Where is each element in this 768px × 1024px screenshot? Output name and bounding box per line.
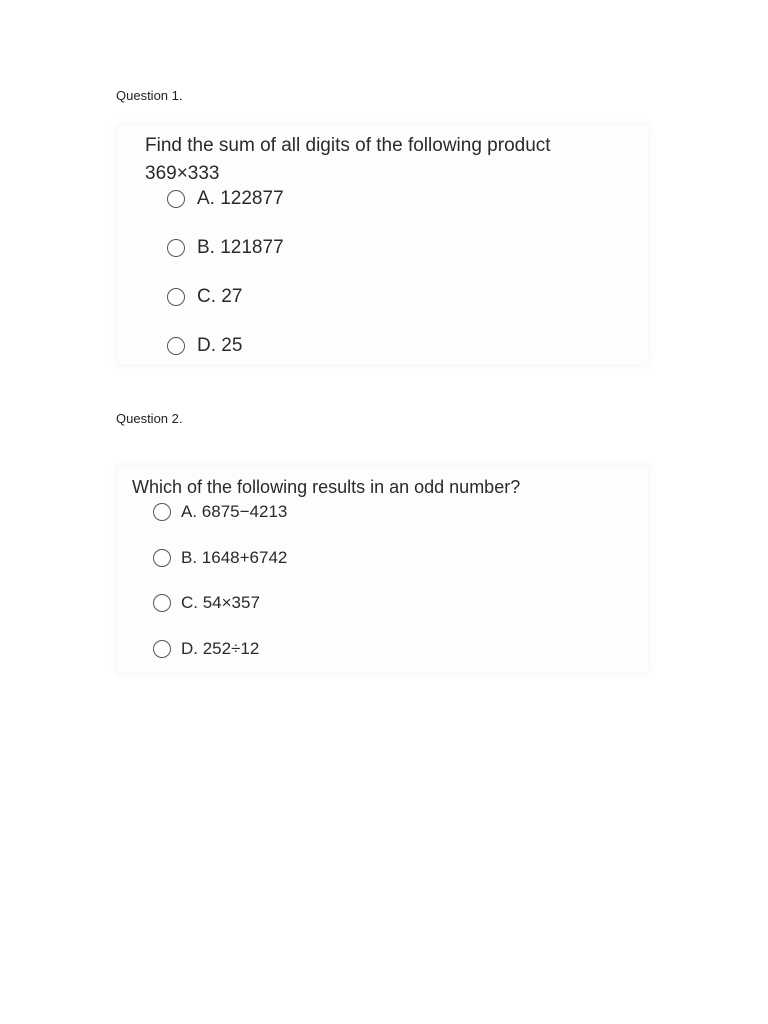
question-number: 2. (171, 411, 183, 426)
question-2-prompt (132, 475, 520, 499)
question-2-option-d[interactable] (153, 639, 259, 659)
question-1-label (116, 88, 183, 103)
option-label: A. 6875−4213 (181, 502, 288, 521)
question-number: 1. (171, 88, 183, 103)
option-label: C. 27 (197, 286, 243, 307)
radio-button-icon[interactable] (153, 594, 171, 612)
radio-button-icon[interactable] (153, 640, 171, 658)
question-1-option-a[interactable] (167, 188, 284, 210)
question-2-label (116, 411, 183, 426)
prompt-line-2: 369×333 (145, 163, 220, 184)
radio-button-icon[interactable] (153, 503, 171, 521)
question-2-option-c[interactable] (153, 593, 260, 613)
question-1-option-b[interactable] (167, 237, 284, 259)
radio-button-icon[interactable] (153, 549, 171, 567)
question-1-option-d[interactable] (167, 335, 242, 357)
option-label: B. 1648+6742 (181, 548, 288, 567)
question-2-option-a[interactable] (153, 502, 287, 522)
radio-button-icon[interactable] (167, 239, 185, 257)
option-label: A. 122877 (197, 188, 284, 209)
option-label: D. 25 (197, 335, 243, 356)
option-label: D. 252÷12 (181, 639, 260, 658)
prompt-line-1: Which of the following results in an odd number? (132, 477, 521, 497)
radio-button-icon[interactable] (167, 190, 185, 208)
radio-button-icon[interactable] (167, 288, 185, 306)
prompt-line-1: Find the sum of all digits of the following product (145, 135, 551, 156)
question-2-option-b[interactable] (153, 548, 287, 568)
question-label-text: Question (116, 411, 169, 426)
question-1-option-c[interactable] (167, 286, 242, 308)
option-label: C. 54×357 (181, 593, 260, 612)
question-1-prompt (145, 132, 551, 188)
question-label-text: Question (116, 88, 169, 103)
option-label: B. 121877 (197, 237, 284, 258)
radio-button-icon[interactable] (167, 337, 185, 355)
